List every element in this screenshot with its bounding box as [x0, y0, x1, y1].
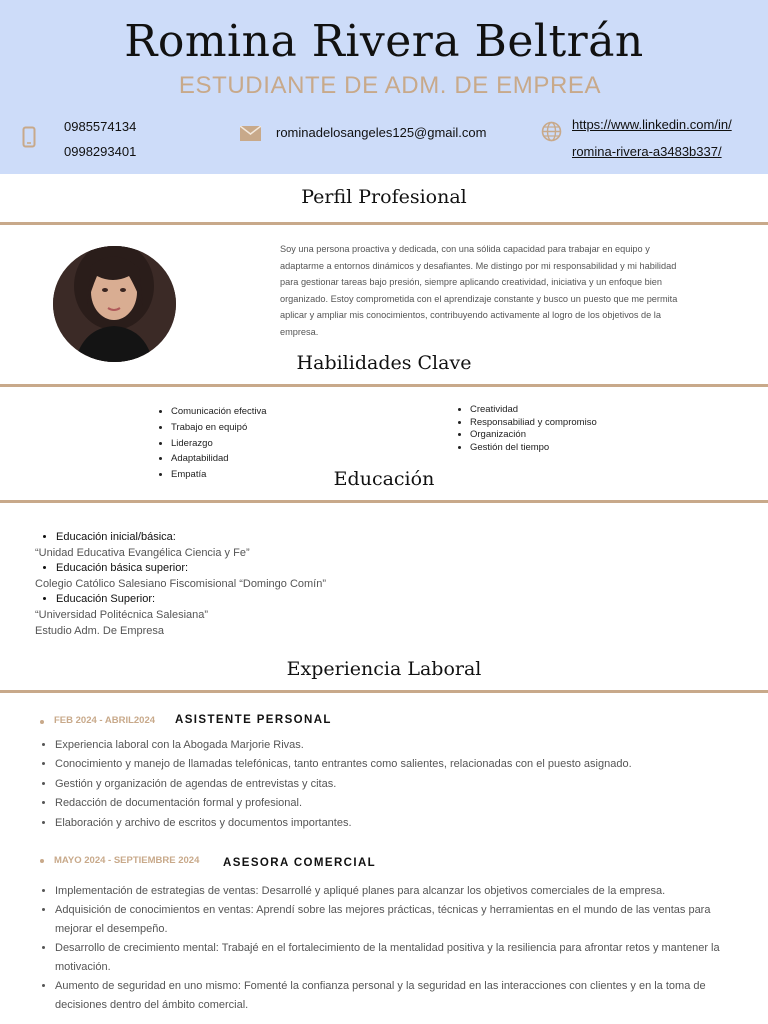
section-title-experience: Experiencia Laboral [286, 658, 482, 680]
email-address[interactable]: rominadelosangeles125@gmail.com [276, 125, 487, 140]
skills-list-right [454, 404, 597, 454]
section-title-skills: Habilidades Clave [296, 352, 472, 374]
education-institution: “Unidad Educativa Evangélica Ciencia y Fe” [35, 546, 250, 559]
list-item: • Comunicación efectiva [171, 404, 267, 420]
mail-icon [240, 126, 261, 141]
education-institution: Colegio Católico Salesiano Fiscomisional “Domingo Comín” [35, 577, 327, 590]
education-program: Estudio Adm. De Empresa [35, 624, 165, 637]
candidate-role: ESTUDIANTE DE ADM. DE EMPREA [178, 72, 602, 99]
job-dot [40, 720, 44, 724]
phone-icon [22, 126, 36, 148]
job-dot [40, 859, 44, 863]
job-title: ASISTENTE PERSONAL [175, 714, 332, 726]
education-list [35, 530, 535, 639]
list-item: • Gestión del tiempo [470, 442, 597, 455]
list-item: • Experiencia laboral con la Abogada Marjorie Rivas. [55, 736, 718, 755]
profile-photo [53, 246, 176, 362]
list-item: • Responsabiliad y compromiso [470, 417, 597, 430]
linkedin-link-line-2[interactable]: romina-rivera-a3483b337/ [572, 144, 722, 159]
candidate-name: Romina Rivera Beltrán [124, 16, 644, 67]
section-divider [0, 500, 768, 503]
list-item: • Gestión y organización de agendas de entrevistas y citas. [55, 775, 718, 794]
job-date: MAYO 2024 - SEPTIEMBRE 2024 [54, 855, 200, 866]
job-duties-list [38, 882, 728, 1015]
globe-icon [541, 121, 562, 142]
section-title-education: Educación [333, 468, 435, 490]
section-divider [0, 222, 768, 225]
linkedin-link-line-1[interactable]: https://www.linkedin.com/in/ [572, 117, 732, 132]
education-level: • Educación inicial/básica: [56, 530, 535, 546]
list-item: • Adquisición de conocimientos en ventas: Aprendí sobre las mejores prácticas, técnicas y herramientas en el mundo de las ventas para mejorar el desempeño. [55, 901, 728, 939]
list-item: • Redacción de documentación formal y profesional. [55, 794, 718, 813]
list-item: • Empatía [171, 467, 267, 483]
list-item: • Trabajo en equipó [171, 420, 267, 436]
list-item: • Desarrollo de crecimiento mental: Trabajé en el fortalecimiento de la mentalidad positiva y la resiliencia para afrontar retos y mantener la motivación. [55, 939, 728, 977]
education-level: • Educación básica superior: [56, 561, 535, 577]
section-divider [0, 690, 768, 693]
list-item: • Creatividad [470, 404, 597, 417]
list-item: • Aumento de seguridad en uno mismo: Fomenté la confianza personal y la seguridad en las interacciones con clientes y en la toma de decisiones dentro del ámbito comercial. [55, 977, 728, 1015]
job-date: FEB 2024 - ABRIL2024 [54, 715, 156, 726]
list-item: • Liderazgo [171, 436, 267, 452]
education-level: • Educación Superior: [56, 592, 535, 608]
list-item: • Conocimiento y manejo de llamadas telefónicas, tanto entrantes como salientes, relacionadas con el puesto asignado. [55, 755, 718, 774]
profile-summary: Soy una persona proactiva y dedicada, con una sólida capacidad para trabajar en equipo y adaptarme a entornos dinámicos y desafiantes. Me distingo por mi responsabilidad y mi habilidad para gestionar tareas bajo presión, siempre aplicando creatividad, iniciativa y un enfoque bien organizado. Estoy comprometida con el aprendizaje constante y busco un puesto que me permita aplicar y ampliar mis conocimientos, contribuyendo activamente al logro de los objetivos de la empresa. [280, 244, 678, 337]
job-title: ASESORA COMERCIAL [223, 857, 377, 869]
section-divider [0, 384, 768, 387]
list-item: • Elaboración y archivo de escritos y documentos importantes. [55, 814, 718, 833]
phone-number-1: 0985574134 [64, 119, 137, 134]
phone-number-2: 0998293401 [64, 144, 137, 159]
education-institution: “Universidad Politécnica Salesiana” [35, 608, 209, 621]
list-item: • Organización [470, 429, 597, 442]
list-item: • Implementación de estrategias de ventas: Desarrollé y apliqué planes para alcanzar los objetivos comerciales de la empresa. [55, 882, 728, 901]
job-duties-list [38, 736, 718, 833]
list-item: • Adaptabilidad [171, 451, 267, 467]
section-title-profile: Perfil Profesional [301, 186, 467, 208]
